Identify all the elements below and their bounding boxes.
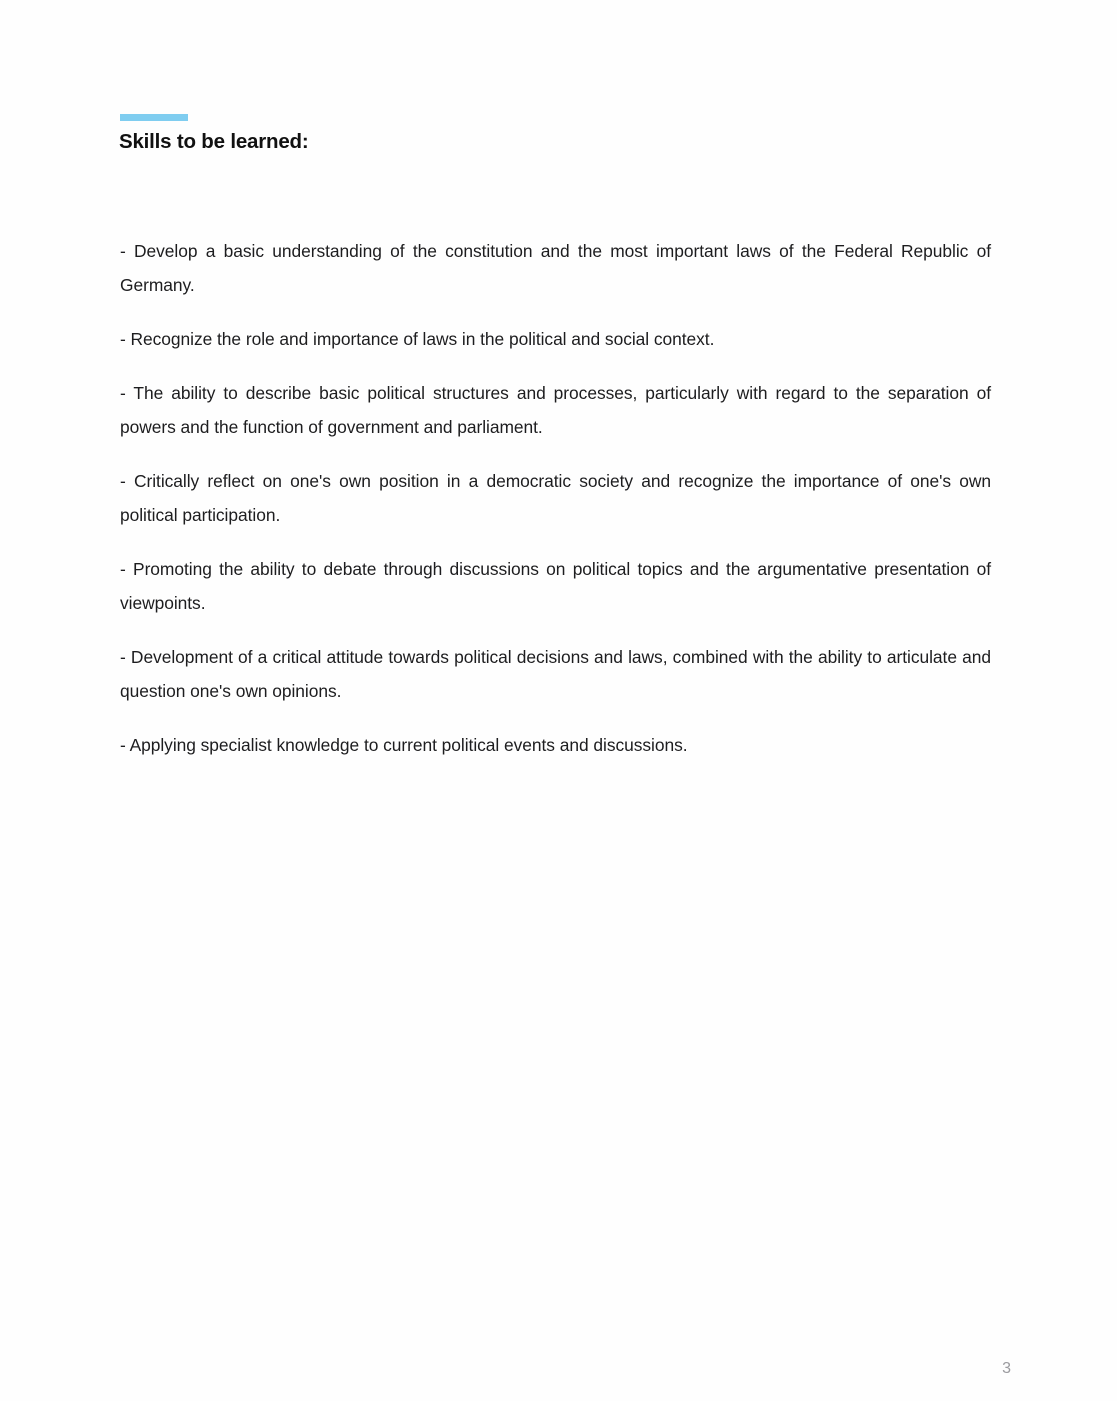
body-content: [120, 234, 991, 762]
page-number: 3: [1002, 1360, 1011, 1377]
page-title: Skills to be learned:: [119, 130, 309, 153]
paragraph: - Applying specialist knowledge to current political events and discussions.: [120, 735, 688, 755]
paragraph: - The ability to describe basic political structures and processes, particularly with regard to the separation of powers and the function of government and parliament.: [120, 383, 991, 437]
paragraph: - Development of a critical attitude towards political decisions and laws, combined with the ability to articulate and question one's own opinions.: [120, 647, 991, 701]
paragraph: - Develop a basic understanding of the constitution and the most important laws of the Federal Republic of Germany.: [120, 241, 991, 295]
heading-accent-bar: [120, 114, 188, 121]
paragraph: - Promoting the ability to debate through discussions on political topics and the argumentative presentation of viewpoints.: [120, 559, 991, 613]
paragraph: - Recognize the role and importance of laws in the political and social context.: [120, 329, 715, 349]
paragraph: - Critically reflect on one's own position in a democratic society and recognize the importance of one's own political participation.: [120, 471, 991, 525]
